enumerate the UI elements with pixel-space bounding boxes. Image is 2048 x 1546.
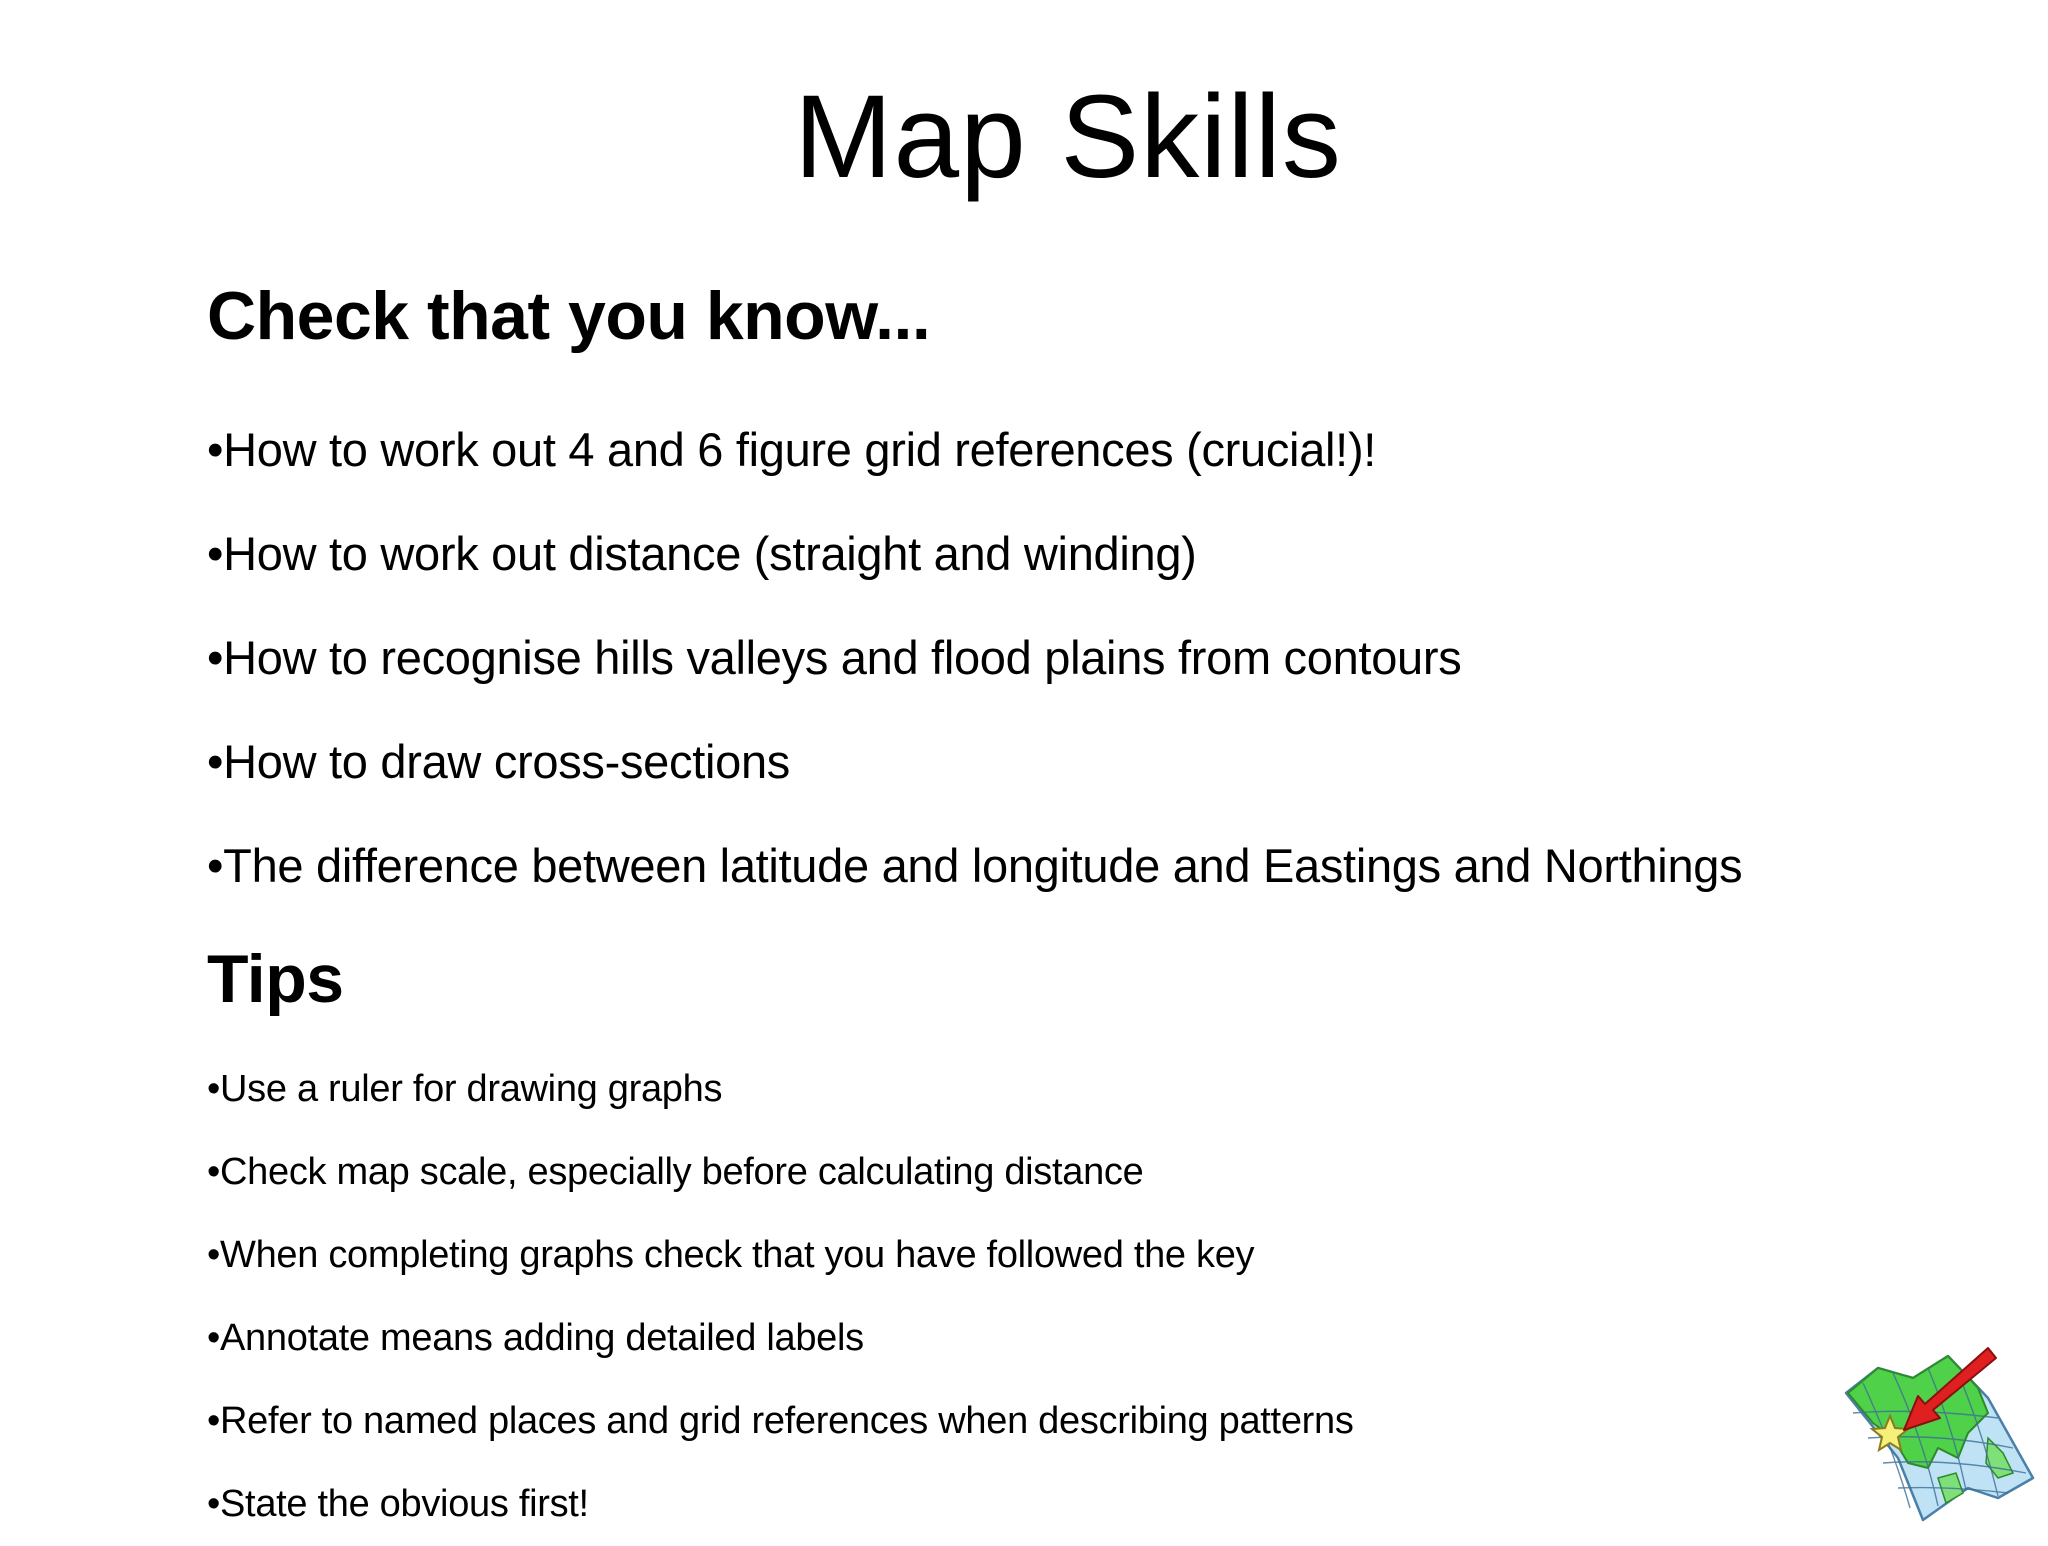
list-item-text: Refer to named places and grid references when describing patterns	[220, 1400, 1354, 1442]
list-item	[207, 1463, 1354, 1546]
list-item	[207, 1297, 1354, 1380]
bullet: •	[207, 1317, 221, 1359]
map-with-arrow-icon	[1838, 1338, 2038, 1528]
list-item-text: How to draw cross-sections	[223, 735, 790, 788]
list-item-text: How to work out distance (straight and winding)	[223, 527, 1197, 580]
list-item	[207, 398, 1742, 502]
bullet: •	[207, 631, 224, 684]
bullet: •	[207, 1234, 221, 1276]
list-item-text: Check map scale, especially before calculating distance	[220, 1151, 1144, 1193]
list-item	[207, 606, 1742, 710]
list-item	[207, 1048, 1354, 1131]
list-item-text: How to work out 4 and 6 figure grid references (crucial!)!	[223, 423, 1377, 476]
bullet: •	[207, 735, 224, 788]
list-item-text: State the obvious first!	[220, 1483, 589, 1525]
list-item	[207, 502, 1742, 606]
tips-list	[207, 1048, 1354, 1546]
list-item	[207, 710, 1742, 814]
bullet: •	[207, 1400, 221, 1442]
bullet: •	[207, 1068, 221, 1110]
slide-title: Map Skills	[794, 71, 1342, 203]
tips-section-heading: Tips	[207, 941, 344, 1017]
bullet: •	[207, 527, 224, 580]
list-item	[207, 1380, 1354, 1463]
list-item	[207, 1214, 1354, 1297]
bullet: •	[207, 1483, 221, 1525]
bullet: •	[207, 839, 224, 892]
list-item-text: Use a ruler for drawing graphs	[220, 1068, 723, 1110]
bullet: •	[207, 1151, 221, 1193]
list-item	[207, 1131, 1354, 1214]
list-item-text: The difference between latitude and longitude and Eastings and Northings	[223, 839, 1743, 892]
bullet: •	[207, 423, 224, 476]
list-item	[207, 814, 1742, 918]
know-list	[207, 398, 1742, 918]
list-item-text: Annotate means adding detailed labels	[220, 1317, 864, 1359]
know-section-heading: Check that you know...	[207, 278, 931, 354]
list-item-text: When completing graphs check that you have followed the key	[220, 1234, 1255, 1276]
list-item-text: How to recognise hills valleys and flood plains from contours	[223, 631, 1462, 684]
